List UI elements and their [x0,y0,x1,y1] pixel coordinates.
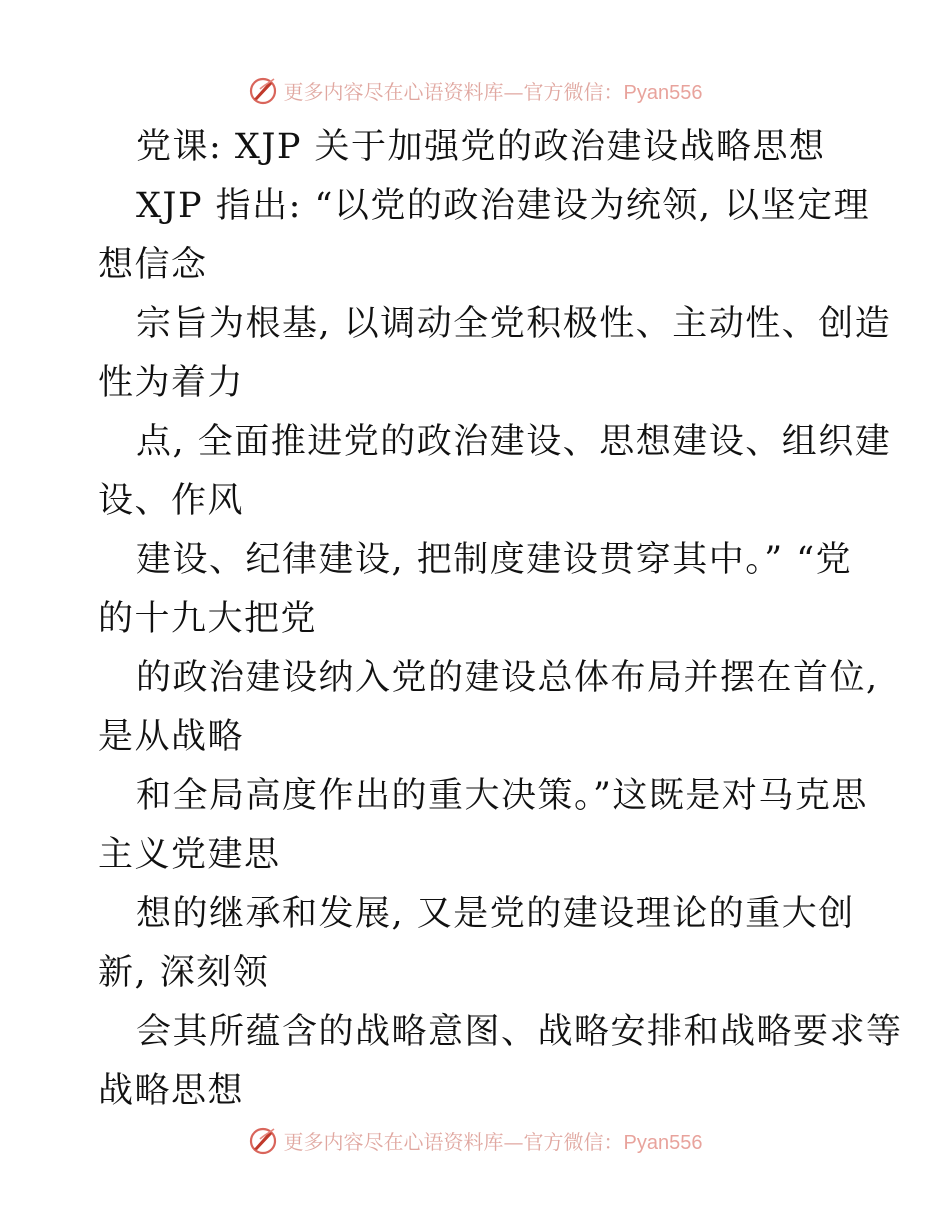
paragraph-line: 会其所蕴含的战略意图、战略安排和战略要求等 [136,1012,903,1052]
paragraph-line: 是从战略 [98,717,245,757]
banner-separator: — [503,1129,524,1154]
footer-watermark-banner [0,1120,950,1160]
banner-site-text: 更多内容尽在心语资料库 [283,1129,504,1154]
paragraph-line: 宗旨为根基, 以调动全党积极性、主动性、创造 [136,304,892,344]
paragraph-line: 想的继承和发展, 又是党的建设理论的重大创 [136,894,855,934]
document-title: 党课: XJP 关于加强党的政治建设战略思想 [136,127,826,167]
feather-pen-logo-icon [248,1125,278,1155]
paragraph-line: 设、作风 [98,481,245,521]
paragraph-line: 的十九大把党 [98,599,318,639]
paragraph-line: 性为着力 [98,363,245,403]
banner-wechat-label: 官方微信： [523,79,624,104]
banner-wechat-id: Pyan556 [623,1131,703,1154]
banner-wechat-id: Pyan556 [623,81,703,104]
banner-separator: — [503,79,524,104]
document-body [98,118,903,1121]
paragraph-line: 的政治建设纳入党的建设总体布局并摆在首位, [136,658,879,698]
banner-site-text: 更多内容尽在心语资料库 [283,79,504,104]
paragraph-line: 战略思想 [98,1071,245,1111]
banner-wechat-label: 官方微信： [523,1129,624,1154]
feather-pen-logo-icon [248,75,278,105]
paragraph-line: XJP 指出: “以党的政治建设为统领, 以坚定理 [136,186,871,226]
paragraph-line: 和全局高度作出的重大决策。”这既是对马克思 [136,776,868,816]
paragraph-line: 主义党建思 [98,835,281,875]
paragraph-line: 新, 深刻领 [98,953,270,993]
header-watermark-banner [0,70,950,110]
paragraph-line: 想信念 [98,245,208,285]
paragraph-line: 点, 全面推进党的政治建设、思想建设、组织建 [136,422,892,462]
paragraph-line: 建设、纪律建设, 把制度建设贯穿其中。” “党 [136,540,853,580]
